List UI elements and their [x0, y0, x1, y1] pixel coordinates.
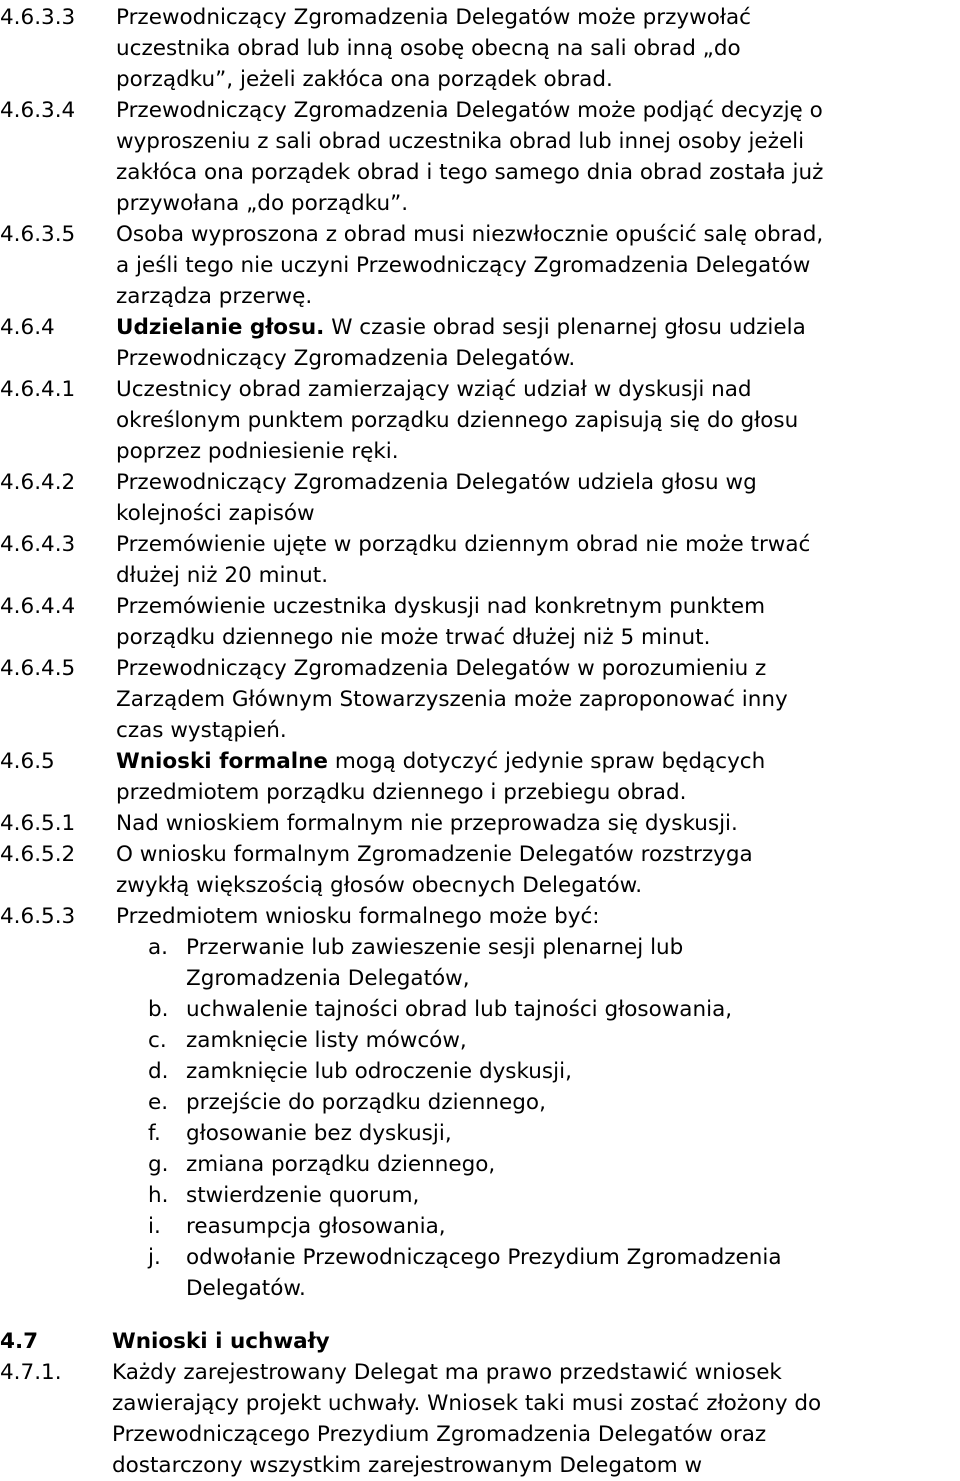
- list-item-text: uchwalenie tajności obrad lub tajności głosowania,: [186, 997, 733, 1022]
- clause-number: 4.6.3.3: [0, 5, 76, 30]
- clause-text: Każdy zarejestrowany Delegat ma prawo przedstawić wniosek: [112, 1360, 782, 1385]
- clause-text: dłużej niż 20 minut.: [116, 563, 329, 588]
- list-item-text: zamknięcie lub odroczenie dyskusji,: [186, 1059, 572, 1084]
- list-item-text: zamknięcie listy mówców,: [186, 1028, 467, 1053]
- section-number: 4.6.5: [0, 749, 55, 774]
- list-item-letter: c.: [148, 1028, 167, 1053]
- clause-text: zawierający projekt uchwały. Wniosek taki musi zostać złożony do: [112, 1391, 822, 1416]
- clause-number: 4.6.3.4: [0, 98, 76, 123]
- clause-number: 4.6.3.5: [0, 222, 76, 247]
- clause-text: Przemówienie ujęte w porządku dziennym obrad nie może trwać: [116, 532, 811, 557]
- section-heading: Wnioski i uchwały: [112, 1329, 330, 1354]
- list-item-letter: a.: [148, 935, 169, 960]
- section-number: 4.6.4: [0, 315, 55, 340]
- clause-text: O wniosku formalnym Zgromadzenie Delegatów rozstrzyga: [116, 842, 753, 867]
- section-text: przedmiotem porządku dziennego i przebiegu obrad.: [116, 780, 687, 805]
- list-item-letter: b.: [148, 997, 169, 1022]
- clause-text: czas wystąpień.: [116, 718, 287, 743]
- list-item-text: zmiana porządku dziennego,: [186, 1152, 496, 1177]
- clause-text: zakłóca ona porządek obrad i tego samego dnia obrad została już: [116, 160, 824, 185]
- clause-number: 4.6.4.1: [0, 377, 76, 402]
- clause-text: a jeśli tego nie uczyni Przewodniczący Zgromadzenia Delegatów: [116, 253, 811, 278]
- clause-text: Przewodniczący Zgromadzenia Delegatów w porozumieniu z: [116, 656, 767, 681]
- clause-text: porządku”, jeżeli zakłóca ona porządek obrad.: [116, 67, 613, 92]
- list-item-text: przejście do porządku dziennego,: [186, 1090, 546, 1115]
- section-first-line: [116, 746, 765, 777]
- list-item-text: Zgromadzenia Delegatów,: [186, 966, 470, 991]
- clause-text: dostarczony wszystkim zarejestrowanym Delegatom w: [112, 1453, 703, 1478]
- clause-text: Osoba wyproszona z obrad musi niezwłocznie opuścić salę obrad,: [116, 222, 824, 247]
- list-item-letter: f.: [148, 1121, 161, 1146]
- section-heading: Udzielanie głosu.: [116, 315, 325, 340]
- clause-number: 4.6.4.2: [0, 470, 76, 495]
- clause-number: 4.6.5.3: [0, 904, 76, 929]
- section-first-line: [116, 312, 806, 343]
- section-text: mogą dotyczyć jedynie spraw będących: [328, 749, 766, 774]
- list-item-letter: h.: [148, 1183, 169, 1208]
- clause-number: 4.6.5.1: [0, 811, 76, 836]
- clause-text: zarządza przerwę.: [116, 284, 313, 309]
- list-item-letter: j.: [148, 1245, 161, 1270]
- section-text: W czasie obrad sesji plenarnej głosu udziela: [324, 315, 806, 340]
- list-item-text: reasumpcja głosowania,: [186, 1214, 446, 1239]
- clause-text: Przewodniczący Zgromadzenia Delegatów może podjąć decyzję o: [116, 98, 823, 123]
- list-item-letter: e.: [148, 1090, 169, 1115]
- clause-text: porządku dziennego nie może trwać dłużej niż 5 minut.: [116, 625, 711, 650]
- list-item-text: stwierdzenie quorum,: [186, 1183, 420, 1208]
- clause-number: 4.6.4.5: [0, 656, 76, 681]
- list-item-letter: d.: [148, 1059, 169, 1084]
- clause-number: 4.6.5.2: [0, 842, 76, 867]
- clause-text: Nad wnioskiem formalnym nie przeprowadza się dyskusji.: [116, 811, 738, 836]
- clause-text: zwykłą większością głosów obecnych Delegatów.: [116, 873, 643, 898]
- list-item-text: Przerwanie lub zawieszenie sesji plenarnej lub: [186, 935, 684, 960]
- clause-text: uczestnika obrad lub inną osobę obecną na sali obrad „do: [116, 36, 741, 61]
- section-heading: Wnioski formalne: [116, 749, 329, 774]
- list-item-text: Delegatów.: [186, 1276, 306, 1301]
- list-item-text: głosowanie bez dyskusji,: [186, 1121, 452, 1146]
- clause-text: Zarządem Głównym Stowarzyszenia może zaproponować inny: [116, 687, 788, 712]
- section-text: Przewodniczący Zgromadzenia Delegatów.: [116, 346, 576, 371]
- section-number: 4.7: [0, 1329, 39, 1354]
- clause-text: Przedmiotem wniosku formalnego może być:: [116, 904, 600, 929]
- clause-number: 4.7.1.: [0, 1360, 62, 1385]
- clause-text: Przemówienie uczestnika dyskusji nad konkretnym punktem: [116, 594, 766, 619]
- list-item-letter: i.: [148, 1214, 161, 1239]
- clause-number: 4.6.4.4: [0, 594, 76, 619]
- clause-text: Uczestnicy obrad zamierzający wziąć udział w dyskusji nad: [116, 377, 752, 402]
- list-item-text: odwołanie Przewodniczącego Prezydium Zgromadzenia: [186, 1245, 782, 1270]
- clause-text: wyproszeniu z sali obrad uczestnika obrad lub innej osoby jeżeli: [116, 129, 805, 154]
- clause-text: poprzez podniesienie ręki.: [116, 439, 399, 464]
- list-item-letter: g.: [148, 1152, 169, 1177]
- clause-text: kolejności zapisów: [116, 501, 315, 526]
- clause-text: Przewodniczący Zgromadzenia Delegatów może przywołać: [116, 5, 751, 30]
- clause-text: przywołana „do porządku”.: [116, 191, 409, 216]
- clause-text: określonym punktem porządku dziennego zapisują się do głosu: [116, 408, 799, 433]
- clause-text: Przewodniczący Zgromadzenia Delegatów udziela głosu wg: [116, 470, 757, 495]
- clause-text: Przewodniczącego Prezydium Zgromadzenia Delegatów oraz: [112, 1422, 767, 1447]
- clause-number: 4.6.4.3: [0, 532, 76, 557]
